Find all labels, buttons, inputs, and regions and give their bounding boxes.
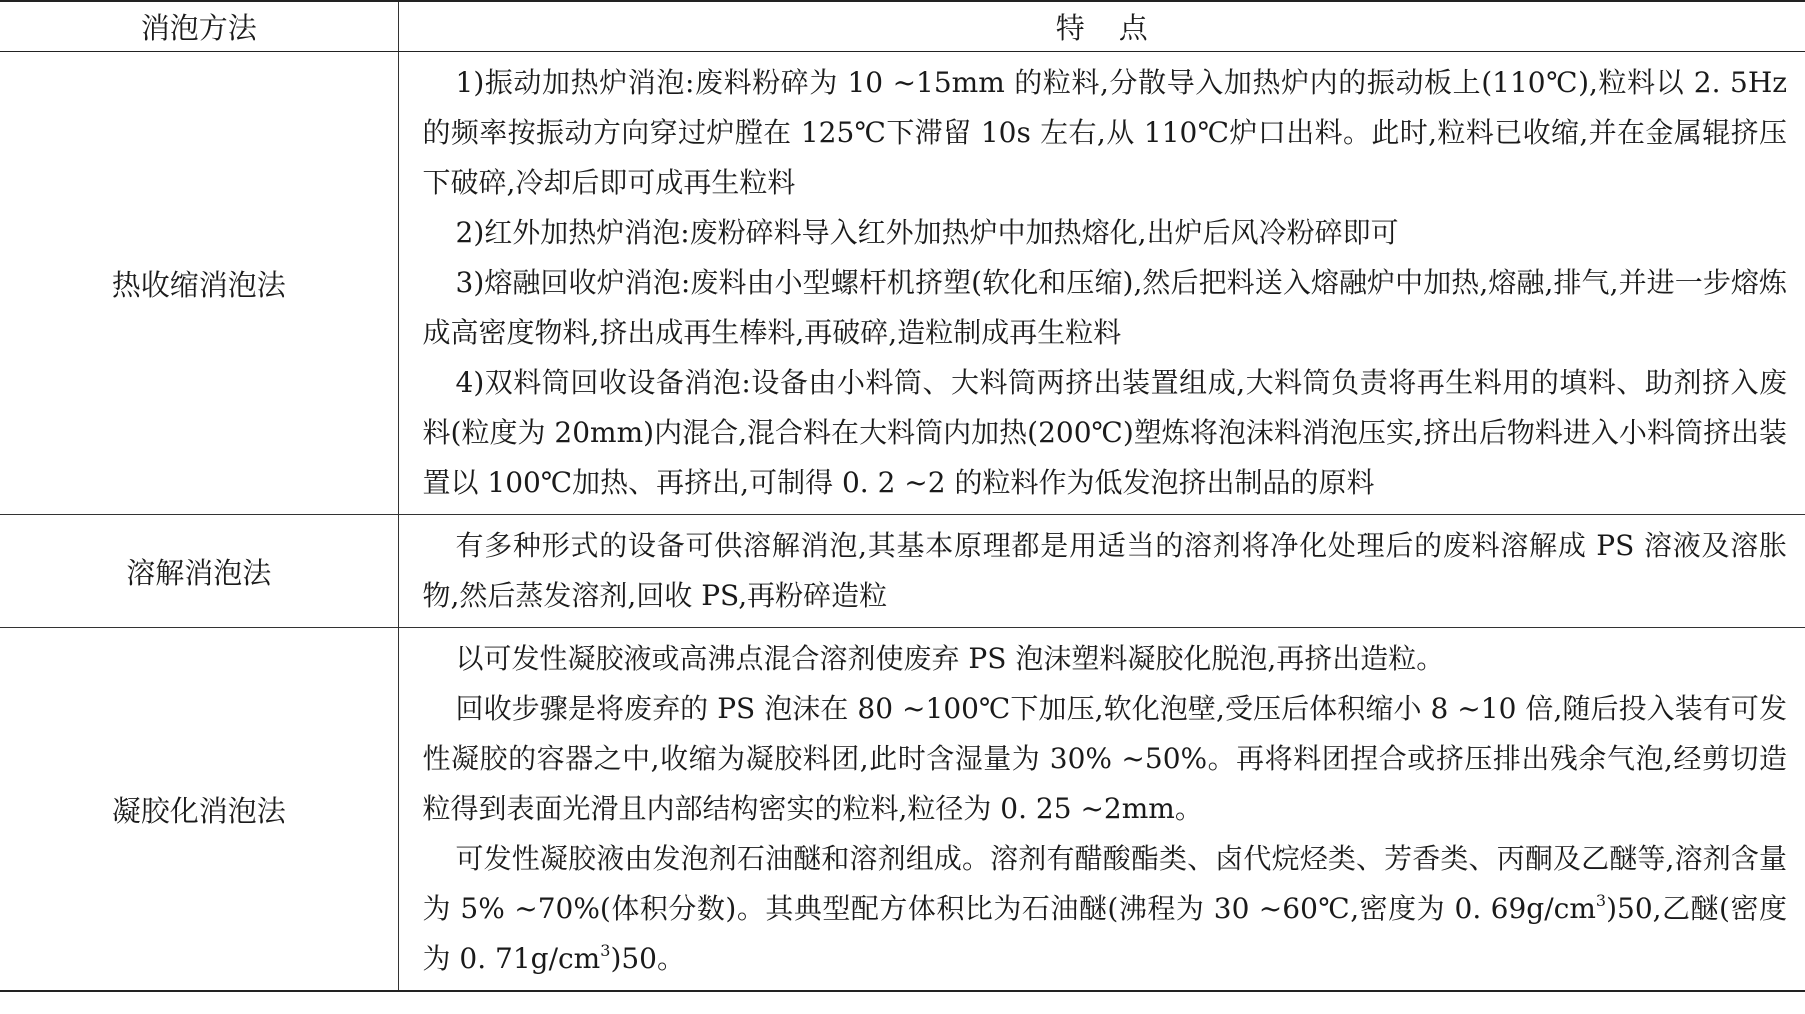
method-name: 凝胶化消泡法	[0, 628, 398, 992]
description-paragraph: 3)熔融回收炉消泡:废料由小型螺杆机挤塑(软化和压缩),然后把料送入熔融炉中加热,熔融,排气,并进一步熔炼成高密度物料,挤出成再生棒料,再破碎,造粒制成再生粒料	[422, 266, 1787, 349]
method-description	[398, 628, 1805, 992]
method-description	[398, 52, 1805, 515]
description-paragraph: 以可发性凝胶液或高沸点混合溶剂使废弃 PS 泡沫塑料凝胶化脱泡,再挤出造粒。	[455, 642, 1445, 675]
header-method: 消泡方法	[0, 1, 398, 52]
header-feature	[398, 1, 1805, 52]
table-row	[0, 52, 1805, 515]
description-paragraph: 2)红外加热炉消泡:废粉碎料导入红外加热炉中加热熔化,出炉后风冷粉碎即可	[455, 216, 1399, 249]
description-paragraph: 1)振动加热炉消泡:废料粉碎为 10 ~15mm 的粒料,分散导入加热炉内的振动板上(110℃),粒料以 2. 5Hz 的频率按振动方向穿过炉膛在 125℃下滞留 10s 左右,从 110℃炉口出料。此时,粒料已收缩,并在金属辊挤压下破碎,冷却后即可成再生粒料	[422, 66, 1787, 199]
method-name: 溶解消泡法	[0, 515, 398, 628]
table-row	[0, 515, 1805, 628]
text-segment: )50。	[610, 942, 685, 975]
text-segment: 可发性凝胶液由发泡剂石油醚和溶剂组成。溶剂有醋酸酯类、卤代烷烃类、芳香类、丙酮及乙醚等,溶剂含量为 5% ~70%(体积分数)。其典型配方体积比为石油醚(沸程为 30 ~60℃,密度为 0. 69g/cm	[422, 842, 1787, 925]
table-row	[0, 628, 1805, 992]
description-paragraph: 4)双料筒回收设备消泡:设备由小料筒、大料筒两挤出装置组成,大料筒负责将再生料用的填料、助剂挤入废料(粒度为 20mm)内混合,混合料在大料筒内加热(200℃)塑炼将泡沫料消泡压实,挤出后物料进入小料筒挤出装置以 100℃加热、再挤出,可制得 0. 2 ~2 的粒料作为低发泡挤出制品的原料	[422, 366, 1787, 499]
table-header-row	[0, 1, 1805, 52]
text-segment: )50,乙醚(密度为 0. 71g/cm	[422, 892, 1787, 975]
description-paragraph: 有多种形式的设备可供溶解消泡,其基本原理都是用适当的溶剂将净化处理后的废料溶解成 PS 溶液及溶胀物,然后蒸发溶剂,回收 PS,再粉碎造粒	[422, 529, 1787, 612]
method-name: 热收缩消泡法	[0, 52, 398, 515]
description-paragraph	[423, 834, 1788, 984]
header-feature-text: 特点	[1055, 11, 1182, 45]
superscript: 3	[600, 941, 611, 960]
description-paragraph: 回收步骤是将废弃的 PS 泡沫在 80 ~100℃下加压,软化泡壁,受压后体积缩小 8 ~10 倍,随后投入装有可发性凝胶的容器之中,收缩为凝胶料团,此时含湿量为 30% ~50%。再将料团捏合或挤压排出残余气泡,经剪切造粒得到表面光滑且内部结构密实的粒料,粒径为 0. 25 ~2mm。	[422, 692, 1787, 825]
method-description	[398, 515, 1805, 628]
superscript: 3	[1595, 891, 1607, 910]
